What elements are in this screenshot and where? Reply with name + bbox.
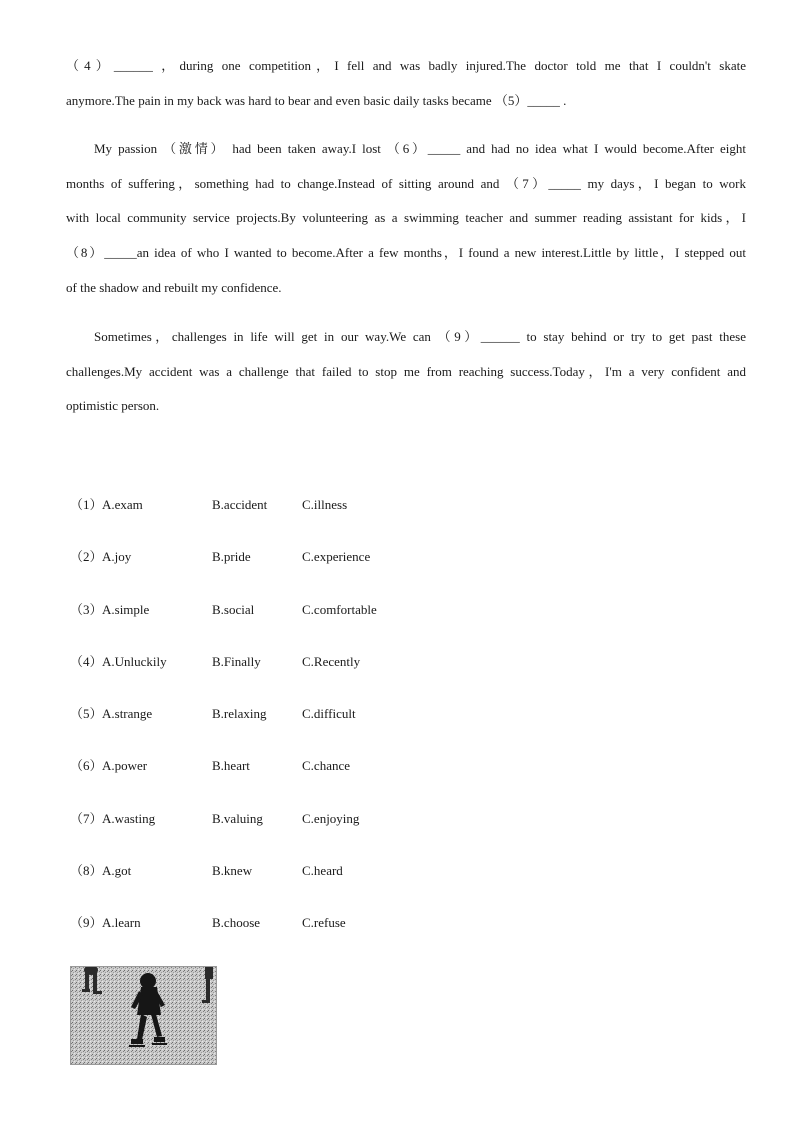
option-a: A.strange: [102, 706, 153, 722]
option-b: B.Finally: [212, 653, 261, 669]
question-number: （5）: [70, 706, 103, 722]
option-a: A.got: [102, 863, 132, 879]
option-c: C.illness: [302, 497, 348, 512]
passage-paragraph-1: [66, 49, 746, 118]
option-b: B.relaxing: [212, 706, 267, 722]
passage-line: （8）_____an idea of who I wanted to become.After a few months，I found a new interest.Little by little，I stepped out: [66, 245, 746, 261]
question-number: （6）: [70, 758, 103, 774]
question-number: （8）: [70, 863, 103, 879]
question-number: （3）: [70, 601, 103, 617]
question-number: （2）: [70, 549, 103, 565]
option-a: A.Unluckily: [102, 653, 167, 669]
skater-photo: [70, 966, 217, 1065]
option-c: C.refuse: [302, 915, 346, 931]
option-b: B.pride: [212, 549, 251, 565]
question-number: （7）: [70, 810, 103, 826]
passage-line: of the shadow and rebuilt my confidence.: [66, 279, 282, 295]
option-a: A.joy: [102, 549, 132, 565]
option-b: B.knew: [212, 863, 253, 879]
option-a: A.learn: [102, 915, 141, 931]
passage-line: optimistic person.: [66, 398, 160, 414]
option-b: B.choose: [212, 915, 261, 931]
option-a: A.power: [102, 758, 148, 774]
option-b: B.accident: [212, 497, 268, 512]
option-b: B.valuing: [212, 810, 263, 826]
option-c: C.experience: [302, 549, 371, 565]
option-a: A.exam: [102, 497, 143, 512]
option-c: C.comfortable: [302, 601, 377, 617]
passage-paragraph-3: [66, 320, 746, 424]
passage-line: anymore.The pain in my back was hard to bear and even basic daily tasks became （5）_____ .: [66, 92, 567, 108]
option-a: A.wasting: [102, 810, 156, 826]
option-c: C.difficult: [302, 706, 356, 722]
passage-line: challenges.My accident was a challenge that failed to stop me from reaching success.Today，I'm a very confident and: [66, 363, 746, 379]
option-c: C.heard: [302, 863, 343, 879]
passage-paragraph-2: [66, 132, 746, 305]
option-a: A.simple: [102, 601, 150, 617]
passage-line: with local community service projects.By volunteering as a swimming teacher and summer reading assistant for kids，I: [66, 210, 746, 226]
passage-line: （4）______ ，during one competition，I fell and was badly injured.The doctor told me that I couldn't skate: [66, 58, 746, 73]
question-number: （1）: [70, 497, 103, 512]
option-b: B.social: [212, 601, 255, 617]
passage-line: My passion （激情） had been taken away.I lost （6）_____ and had no idea what I would become.After eight: [94, 141, 746, 156]
passage-line: months of suffering，something had to change.Instead of sitting around and （7）_____ my days，I began to work: [66, 175, 746, 191]
option-c: C.Recently: [302, 653, 361, 669]
passage-line: Sometimes，challenges in life will get in our way.We can （9）______ to stay behind or try to get past these: [94, 329, 746, 344]
option-b: B.heart: [212, 758, 250, 774]
question-number: （9）: [70, 915, 103, 931]
option-c: C.enjoying: [302, 810, 360, 826]
option-c: C.chance: [302, 758, 351, 774]
question-number: （4）: [70, 653, 103, 669]
